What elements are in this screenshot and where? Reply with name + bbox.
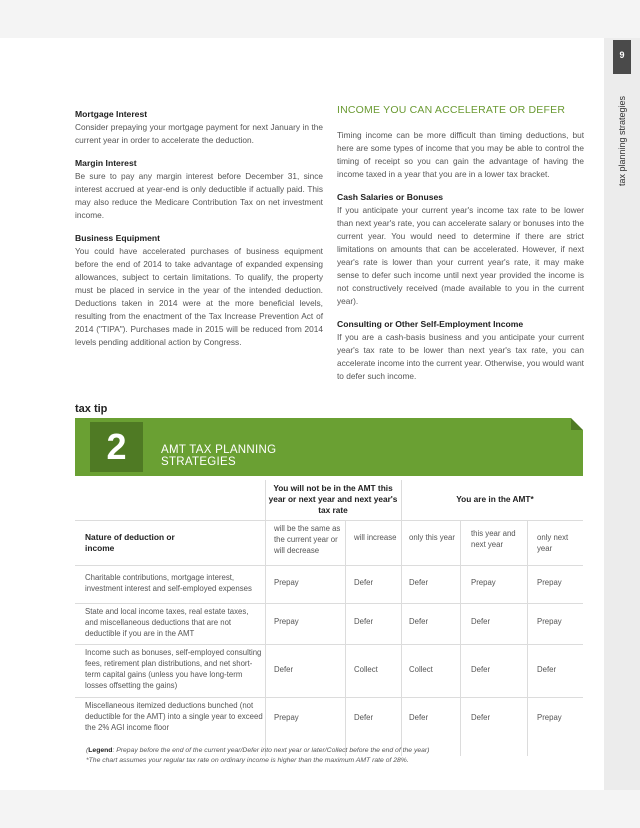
row-divider — [75, 603, 583, 604]
header-not-in-amt: You will not be in the AMT this year or next year and next year's tax rate — [268, 483, 398, 515]
header-in-amt: You are in the AMT* — [456, 494, 534, 504]
paragraph-cash-salaries: If you anticipate your current year's income tax rate to be lower than next year's rate, you can accelerate salary or bonuses into the current year. You would need to determine if there are strict limitations on amounts that can be accelerated. However, if next year's rate is lower than your current year's rate, it may make sense to defer such income until next year provided the income is not constructively received (made available to you in the current year). — [337, 205, 584, 306]
row-2-value: Defer — [409, 617, 429, 626]
row-3-value: Defer — [471, 665, 491, 674]
row-2-value: Prepay — [537, 617, 562, 626]
side-tab — [604, 38, 640, 790]
paragraph-consulting: If you are a cash-basis business and you anticipate your current year's tax rate to be lower than next year's tax rate, you can accelerate income into the current year. Otherwise, you would want to defer such income. — [337, 332, 584, 381]
row-2-nature: State and local income taxes, real estate taxes, and miscellaneous deductions that are not deductible if you are in the AMT — [85, 607, 249, 638]
left-column — [75, 108, 323, 349]
footnote: *The chart assumes your regular tax rate on ordinary income is higher than the maximum AMT rate of 28%. — [86, 757, 409, 764]
tip-number: 2 — [90, 422, 143, 472]
tax-tip-label: tax tip — [75, 403, 108, 415]
row-2-value: Defer — [354, 617, 374, 626]
row-4-value: Prepay — [274, 713, 299, 722]
legend-open: ( — [86, 747, 89, 754]
row-4-nature: Miscellaneous itemized deductions bunched (not deductible for the AMT) into a single year to exceed the 2% AGI income floor — [85, 701, 263, 732]
tip-banner — [75, 418, 583, 476]
row-1-value: Prepay — [471, 578, 496, 587]
tip-title-line-2: STRATEGIES — [161, 456, 236, 468]
subheader-this-and-next-year: this year and next year — [471, 529, 516, 549]
folded-corner — [571, 418, 583, 430]
row-divider — [75, 697, 583, 698]
paragraph-business-equipment: You could have accelerated purchases of business equipment before the end of 2014 to take advantage of expanded expensing allowances, subject to certain limitations. To qualify, the property must be placed in service in the year of the intended deduction. Deductions taken in 2014 were at the more beneficial levels, resulting from the enactment of the Tax Increase Prevention Act of 2014 ("TIPA"). Purchases made in 2015 will be reduced from 2014 levels pending additional action by Congress. — [75, 246, 323, 347]
row-1-nature: Charitable contributions, mortgage interest, investment interest and self-employed expenses — [85, 573, 252, 593]
column-divider — [401, 480, 402, 756]
row-3-nature: Income such as bonuses, self-employed consulting fees, retirement plan distributions, and net short-term capital gains (unless you have long-term losses offsetting the gains) — [85, 648, 262, 690]
heading-business-equipment: Business Equipment — [75, 233, 160, 243]
legend-line — [86, 746, 576, 756]
heading-margin-interest: Margin Interest — [75, 158, 137, 168]
row-2-value: Prepay — [274, 617, 299, 626]
page-number: 9 — [613, 40, 631, 74]
paragraph-margin-interest: Be sure to pay any margin interest before December 31, since interest accrued at year-end is only deductible if actually paid. This may also reduce the Medicare Contribution Tax on net investment income. — [75, 171, 323, 220]
row-4-value: Prepay — [537, 713, 562, 722]
row-2-value: Defer — [471, 617, 491, 626]
right-column — [337, 104, 584, 383]
paragraph-intro: Timing income can be more difficult than timing deductions, but here are some types of income that you may be able to control the timing of receipt so you can gain the advantage of having the income taxed in a year that you are in a lower tax bracket. — [337, 130, 584, 179]
section-label: tax planning strategies — [617, 95, 627, 186]
table-legend — [86, 746, 576, 766]
row-divider — [75, 520, 583, 521]
heading-mortgage-interest: Mortgage Interest — [75, 109, 148, 119]
tip-title-line-1: AMT TAX PLANNING — [161, 444, 277, 456]
row-1-value: Defer — [409, 578, 429, 587]
row-1-value: Prepay — [274, 578, 299, 587]
subheader-only-this-year: only this year — [409, 533, 455, 542]
tip-title — [161, 444, 311, 468]
column-divider — [345, 520, 346, 756]
row-3-value: Collect — [354, 665, 378, 674]
row-1-value: Prepay — [537, 578, 562, 587]
nature-header: Nature of deduction or income — [85, 532, 175, 553]
subheader-will-increase: will increase — [354, 533, 397, 542]
heading-consulting: Consulting or Other Self-Employment Income — [337, 319, 524, 329]
column-divider — [527, 520, 528, 756]
column-divider — [265, 480, 266, 756]
row-3-value: Defer — [537, 665, 557, 674]
legend-text: : Prepay before the end of the current year/Defer into next year or later/Collect before the end of the year) — [112, 747, 430, 754]
row-3-value: Defer — [274, 665, 294, 674]
legend-label: Legend — [88, 747, 113, 754]
subheader-same-or-decrease: will be the same as the current year or will decrease — [274, 524, 341, 555]
row-divider — [75, 565, 583, 566]
row-divider — [75, 644, 583, 645]
heading-cash-salaries: Cash Salaries or Bonuses — [337, 192, 444, 202]
column-divider — [460, 520, 461, 756]
row-1-value: Defer — [354, 578, 374, 587]
row-3-value: Collect — [409, 665, 433, 674]
section-title: INCOME YOU CAN ACCELERATE OR DEFER — [337, 104, 566, 116]
subheader-only-next-year: only next year — [537, 533, 569, 553]
row-4-value: Defer — [409, 713, 429, 722]
paragraph-mortgage-interest: Consider prepaying your mortgage payment for next January in the current year in order to accelerate the deduction. — [75, 122, 323, 145]
row-4-value: Defer — [471, 713, 491, 722]
row-4-value: Defer — [354, 713, 374, 722]
